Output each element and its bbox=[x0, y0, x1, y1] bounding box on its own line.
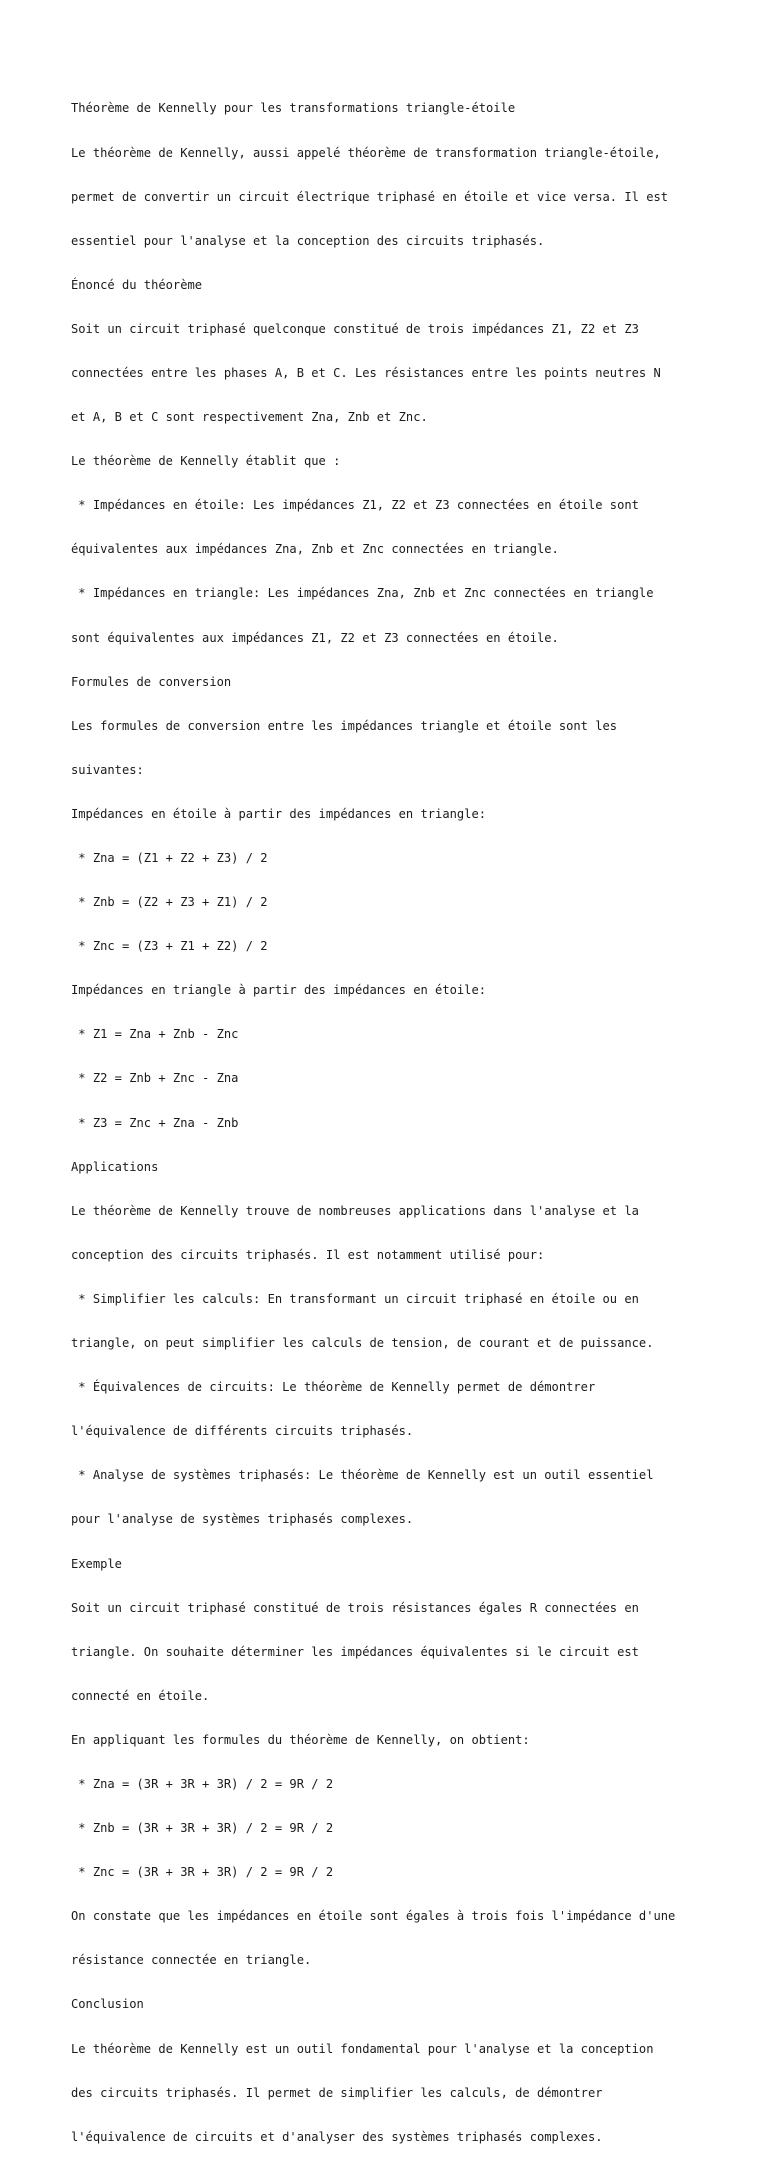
paragraph-line: et A, B et C sont respectivement Zna, Znb et Znc. bbox=[71, 410, 428, 425]
paragraph-line: essentiel pour l'analyse et la conception des circuits triphasés. bbox=[71, 233, 545, 248]
list-item-continuation: équivalentes aux impédances Zna, Znb et Znc connectées en triangle. bbox=[71, 542, 559, 557]
paragraph-line: suivantes: bbox=[71, 762, 144, 777]
formula-item: * Zna = (3R + 3R + 3R) / 2 = 9R / 2 bbox=[71, 1776, 334, 1791]
formula-item: * Zna = (Z1 + Z2 + Z3) / 2 bbox=[71, 851, 268, 865]
paragraph-line: résistance connectée en triangle. bbox=[71, 1953, 312, 1968]
list-item: * Impédances en triangle: Les impédances Zna, Znb et Znc connectées en triangle bbox=[71, 586, 654, 601]
paragraph-line: Soit un circuit triphasé constitué de trois résistances égales R connectées en bbox=[71, 1600, 639, 1615]
list-item-continuation: pour l'analyse de systèmes triphasés complexes. bbox=[71, 1512, 414, 1527]
paragraph-line: des circuits triphasés. Il permet de simplifier les calculs, de démontrer bbox=[71, 2085, 603, 2100]
paragraph-line: Les formules de conversion entre les impédances triangle et étoile sont les bbox=[71, 718, 618, 733]
paragraph-line: l'équivalence de circuits et d'analyser des systèmes triphasés complexes. bbox=[71, 2129, 603, 2144]
document-body bbox=[71, 72, 751, 2159]
formula-item: * Znc = (3R + 3R + 3R) / 2 = 9R / 2 bbox=[71, 1865, 334, 1880]
paragraph-line: Soit un circuit triphasé quelconque constitué de trois impédances Z1, Z2 et Z3 bbox=[71, 321, 639, 336]
paragraph-line: Le théorème de Kennelly est un outil fondamental pour l'analyse et la conception bbox=[71, 2041, 654, 2056]
formula-item: * Z3 = Znc + Zna - Znb bbox=[71, 1115, 239, 1130]
list-item: * Analyse de systèmes triphasés: Le théorème de Kennelly est un outil essentiel bbox=[71, 1468, 654, 1483]
paragraph-line: On constate que les impédances en étoile sont égales à trois fois l'impédance d'une bbox=[71, 1909, 676, 1924]
paragraph-line: Le théorème de Kennelly établit que : bbox=[71, 454, 341, 469]
list-item-continuation: l'équivalence de différents circuits triphasés. bbox=[71, 1424, 414, 1439]
list-item-continuation: triangle, on peut simplifier les calculs de tension, de courant et de puissance. bbox=[71, 1336, 654, 1351]
paragraph-line: En appliquant les formules du théorème de Kennelly, on obtient: bbox=[71, 1732, 530, 1747]
formula-item: * Z2 = Znb + Znc - Zna bbox=[71, 1071, 239, 1086]
section-heading-applications: Applications bbox=[71, 1159, 159, 1174]
paragraph-line: triangle. On souhaite déterminer les impédances équivalentes si le circuit est bbox=[71, 1644, 639, 1659]
formula-item: * Znb = (3R + 3R + 3R) / 2 = 9R / 2 bbox=[71, 1821, 334, 1836]
section-heading-formules: Formules de conversion bbox=[71, 674, 232, 689]
paragraph-line: connecté en étoile. bbox=[71, 1688, 210, 1703]
formula-item: * Znb = (Z2 + Z3 + Z1) / 2 bbox=[71, 895, 268, 910]
section-heading-enonce: Énoncé du théorème bbox=[71, 277, 203, 292]
formula-item: * Z1 = Zna + Znb - Znc bbox=[71, 1027, 239, 1042]
list-item: * Simplifier les calculs: En transformant un circuit triphasé en étoile ou en bbox=[71, 1291, 639, 1306]
paragraph-line: conception des circuits triphasés. Il est notamment utilisé pour: bbox=[71, 1247, 545, 1262]
paragraph-line: Le théorème de Kennelly trouve de nombreuses applications dans l'analyse et la bbox=[71, 1203, 639, 1218]
list-item: * Impédances en étoile: Les impédances Z1, Z2 et Z3 connectées en étoile sont bbox=[71, 498, 639, 513]
formula-item: * Znc = (Z3 + Z1 + Z2) / 2 bbox=[71, 939, 268, 954]
document-title: Théorème de Kennelly pour les transformations triangle-étoile bbox=[71, 101, 516, 116]
list-item: * Équivalences de circuits: Le théorème de Kennelly permet de démontrer bbox=[71, 1380, 596, 1395]
paragraph-line: Impédances en étoile à partir des impédances en triangle: bbox=[71, 806, 487, 821]
paragraph-line: Le théorème de Kennelly, aussi appelé théorème de transformation triangle-étoile, bbox=[71, 145, 661, 160]
paragraph-line: Impédances en triangle à partir des impédances en étoile: bbox=[71, 983, 487, 998]
list-item-continuation: sont équivalentes aux impédances Z1, Z2 et Z3 connectées en étoile. bbox=[71, 630, 559, 645]
section-heading-conclusion: Conclusion bbox=[71, 1997, 144, 2012]
section-heading-exemple: Exemple bbox=[71, 1556, 122, 1571]
paragraph-line: connectées entre les phases A, B et C. Les résistances entre les points neutres N bbox=[71, 365, 661, 380]
paragraph-line: permet de convertir un circuit électrique triphasé en étoile et vice versa. Il est bbox=[71, 189, 669, 204]
